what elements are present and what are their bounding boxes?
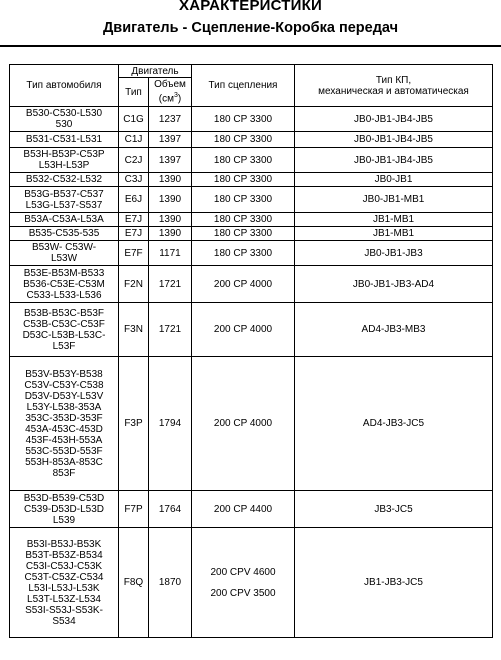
- cell-volume: 1390: [149, 213, 192, 227]
- clutch-separator: [194, 578, 292, 588]
- cell-car-type: B53E-B53M-B533 B536-C53E-C53M C533-L533-L536: [10, 266, 119, 303]
- table-row: [10, 227, 493, 241]
- cell-gearbox-type: JB1-MB1: [295, 227, 493, 241]
- cell-gearbox-type: JB0-JB1-JB4-JB5: [295, 107, 493, 132]
- spec-table-body: [10, 107, 493, 638]
- cell-gearbox-type: JB3-JC5: [295, 491, 493, 528]
- cell-gearbox-type: JB0-JB1-JB4-JB5: [295, 148, 493, 173]
- cell-engine-type: C3J: [119, 173, 149, 187]
- cell-volume: 1171: [149, 241, 192, 266]
- table-row: [10, 173, 493, 187]
- table-row: [10, 303, 493, 357]
- cell-volume: 1870: [149, 528, 192, 638]
- cell-car-type: B53V-B53Y-B538 C53V-C53Y-C538 D53V-D53Y-L53V L53Y-L538-353A 353C-353D-353F 453A-453C-453D 453F-453H-553A 553C-553D-553F 553H-853A-853C 853F: [10, 357, 119, 491]
- table-row: [10, 132, 493, 148]
- cell-clutch-type: 200 CP 4000: [192, 303, 295, 357]
- cell-engine-type: F7P: [119, 491, 149, 528]
- cell-gearbox-type: AD4-JB3-JC5: [295, 357, 493, 491]
- cell-engine-type: E7J: [119, 213, 149, 227]
- header-volume-sup: 3: [173, 92, 178, 100]
- cell-volume: 1390: [149, 173, 192, 187]
- cell-clutch-type: 180 CP 3300: [192, 241, 295, 266]
- cell-clutch-type: 180 CP 3300: [192, 227, 295, 241]
- cell-car-type: B53A-C53A-L53A: [10, 213, 119, 227]
- cell-clutch-type: 200 CP 4000: [192, 357, 295, 491]
- cell-volume: 1390: [149, 187, 192, 213]
- header-volume-close: ): [177, 93, 182, 105]
- cell-gearbox-type: JB0-JB1-JB3: [295, 241, 493, 266]
- table-row: [10, 213, 493, 227]
- cell-clutch-type-secondary: 200 CPV 3500: [210, 587, 276, 599]
- cell-car-type: B53D-B539-C53D C539-D53D-L53D L539: [10, 491, 119, 528]
- cell-clutch-type: 180 CP 3300: [192, 107, 295, 132]
- cell-gearbox-type: JB0-JB1-JB3-AD4: [295, 266, 493, 303]
- header-gearbox-type: [295, 65, 493, 107]
- cell-engine-type: E6J: [119, 187, 149, 213]
- page-title: ХАРАКТЕРИСТИКИ: [179, 0, 322, 14]
- cell-clutch-type: 180 CP 3300: [192, 173, 295, 187]
- title-divider: [0, 45, 501, 47]
- cell-volume: 1794: [149, 357, 192, 491]
- cell-car-type: B531-C531-L531: [10, 132, 119, 148]
- header-gearbox-line1: Тип КП,: [375, 74, 412, 86]
- table-row: [10, 528, 493, 638]
- header-volume-line1: Объем: [154, 79, 186, 91]
- cell-engine-type: F2N: [119, 266, 149, 303]
- cell-engine-type: E7F: [119, 241, 149, 266]
- header-volume-unit: (см: [158, 93, 174, 105]
- cell-gearbox-type: JB0-JB1-JB4-JB5: [295, 132, 493, 148]
- cell-gearbox-type: JB0-JB1: [295, 173, 493, 187]
- header-engine-type: Тип: [119, 78, 149, 107]
- spec-table: [9, 64, 493, 638]
- cell-engine-type: F3P: [119, 357, 149, 491]
- cell-clutch-type: 180 CP 3300: [192, 148, 295, 173]
- header-volume: [149, 78, 192, 107]
- cell-car-type: B532-C532-L532: [10, 173, 119, 187]
- cell-clutch-type: 180 CP 3300: [192, 132, 295, 148]
- cell-clutch-type-primary: 200 CPV 4600: [210, 566, 276, 578]
- cell-gearbox-type: JB1-JB3-JC5: [295, 528, 493, 638]
- header-gearbox-line2: механическая и автоматическая: [318, 85, 469, 97]
- cell-volume: 1397: [149, 132, 192, 148]
- cell-car-type: B53I-B53J-B53K B53T-B53Z-B534 C53I-C53J-C53K C53T-C53Z-C534 L53I-L53J-L53K L53T-L53Z-L534 S53I-S53J-S53K- S534: [10, 528, 119, 638]
- table-row: [10, 357, 493, 491]
- table-row: [10, 241, 493, 266]
- table-row: [10, 148, 493, 173]
- cell-clutch-type: 180 CP 3300: [192, 213, 295, 227]
- cell-car-type: B535-C535-535: [10, 227, 119, 241]
- cell-clutch-type: [192, 528, 295, 638]
- cell-volume: 1390: [149, 227, 192, 241]
- header-car-type: Тип автомобиля: [10, 65, 119, 107]
- cell-car-type: B53W- C53W- L53W: [10, 241, 119, 266]
- cell-clutch-type: 200 CP 4400: [192, 491, 295, 528]
- table-row: [10, 107, 493, 132]
- cell-clutch-type: 180 CP 3300: [192, 187, 295, 213]
- table-row: [10, 266, 493, 303]
- cell-engine-type: E7J: [119, 227, 149, 241]
- cell-car-type: B530-C530-L530 530: [10, 107, 119, 132]
- cell-gearbox-type: JB1-MB1: [295, 213, 493, 227]
- cell-engine-type: C1G: [119, 107, 149, 132]
- header-clutch-type: Тип сцепления: [192, 65, 295, 107]
- cell-car-type: B53G-B537-C537 L53G-L537-S537: [10, 187, 119, 213]
- cell-volume: 1397: [149, 148, 192, 173]
- cell-clutch-type: 200 CP 4000: [192, 266, 295, 303]
- cell-gearbox-type: JB0-JB1-MB1: [295, 187, 493, 213]
- cell-volume: 1721: [149, 303, 192, 357]
- table-row: [10, 491, 493, 528]
- cell-car-type: B53H-B53P-C53P L53H-L53P: [10, 148, 119, 173]
- table-row: [10, 187, 493, 213]
- cell-volume: 1764: [149, 491, 192, 528]
- cell-engine-type: C1J: [119, 132, 149, 148]
- cell-engine-type: C2J: [119, 148, 149, 173]
- header-engine-group: Двигатель: [119, 65, 192, 78]
- cell-engine-type: F8Q: [119, 528, 149, 638]
- cell-volume: 1721: [149, 266, 192, 303]
- cell-engine-type: F3N: [119, 303, 149, 357]
- page-subtitle: Двигатель - Сцепление-Коробка передач: [102, 20, 399, 36]
- cell-gearbox-type: AD4-JB3-MB3: [295, 303, 493, 357]
- cell-volume: 1237: [149, 107, 192, 132]
- cell-car-type: B53B-B53C-B53F C53B-C53C-C53F D53C-L53B-L53C- L53F: [10, 303, 119, 357]
